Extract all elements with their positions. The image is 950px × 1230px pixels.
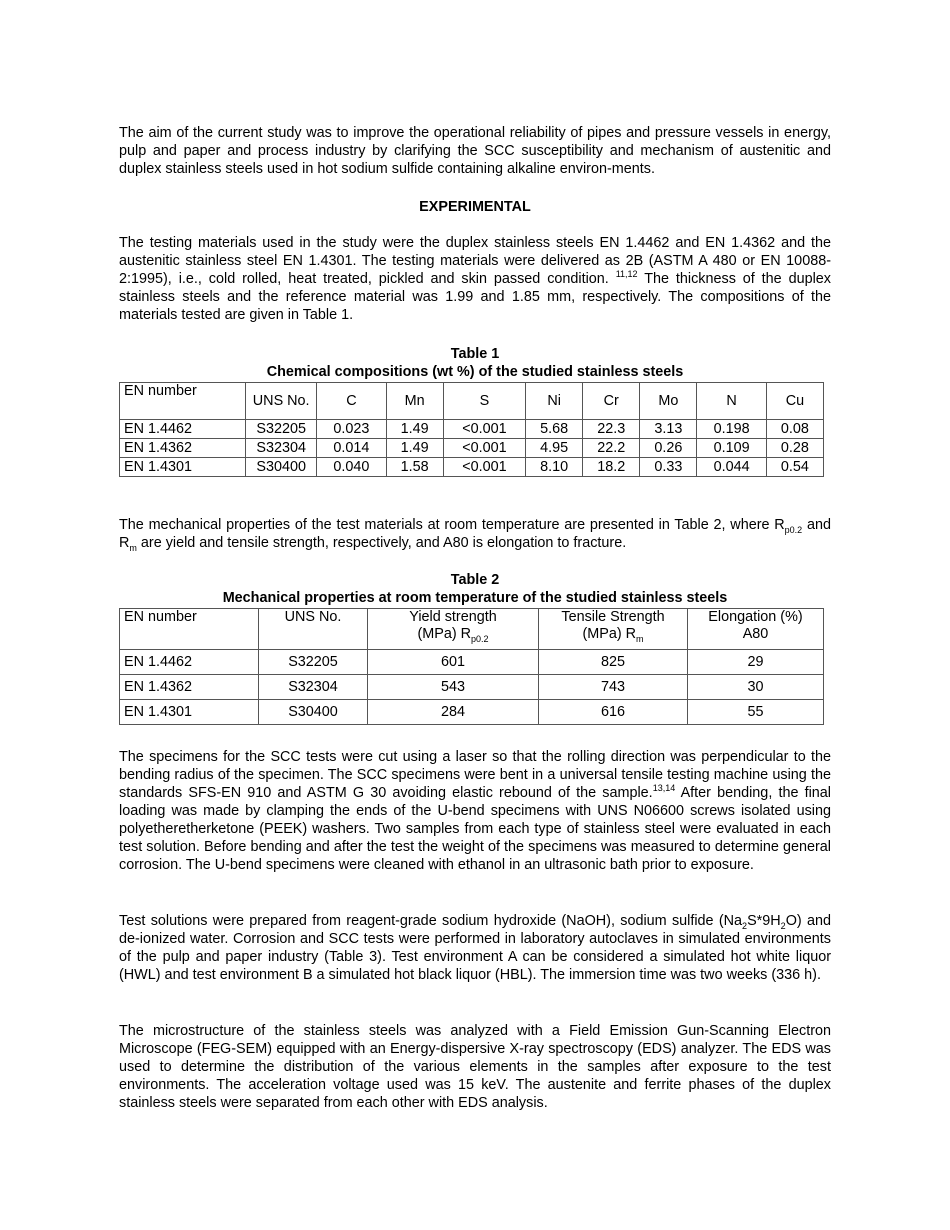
cell: 22.3 [583,420,640,439]
cell: 3.13 [640,420,697,439]
cell: 29 [688,650,824,675]
header-cell: Mo [640,383,697,420]
header-cell: EN number [120,609,259,650]
cell: 0.044 [697,458,766,477]
table-row [120,675,824,700]
cell: 0.28 [766,439,823,458]
table-row [120,650,824,675]
subscript: p0.2 [471,633,489,644]
section-heading: EXPERIMENTAL [419,199,531,215]
table1-caption: Chemical compositions (wt %) of the studied stainless steels [266,364,684,380]
header-cell [368,609,539,650]
cell: EN 1.4462 [120,650,259,675]
header-cell: C [317,383,386,420]
cell: 0.54 [766,458,823,477]
citation: 13,14 [652,783,676,794]
text: The thickness of the duplex stainless steels and the reference material was 1.99 and 1.85 mm, respectively. The compositions of the materials tested are given in Table 1. [119,271,831,323]
table-row [120,420,824,439]
table2-caption: Mechanical properties at room temperature of the studied stainless steels [222,590,728,606]
cell: 8.10 [526,458,583,477]
cell: 0.198 [697,420,766,439]
text: are yield and tensile strength, respectively, and A80 is elongation to fracture. [136,535,627,551]
cell: S32205 [246,420,317,439]
cell: S32304 [259,675,368,700]
table-header-row [120,383,824,420]
cell: S32205 [259,650,368,675]
cell: <0.001 [443,458,525,477]
header-cell: Cr [583,383,640,420]
text: The testing materials used in the study were the duplex stainless steels EN 1.4462 and EN 1.4362 and the austenitic stainless steel EN 1.4301. The testing materials were delivered as 2B (ASTM A 480 or EN 10088-2:1995), i.e., cold rolled, heat treated, pickled and skin passed condition. [119,235,831,287]
header-cell: N [697,383,766,420]
cell: 30 [688,675,824,700]
intro-paragraph: The aim of the current study was to improve the operational reliability of pipes and pressure vessels in energy, pulp and paper and process industry by clarifying the SCC susceptibility and mechanism of austenitic and duplex stainless steels used in hot sodium sulfide containing alkaline environ-ments. [119,125,831,177]
cell: <0.001 [443,439,525,458]
cell: 1.49 [386,420,443,439]
cell: S30400 [259,700,368,725]
cell: S32304 [246,439,317,458]
cell: 743 [539,675,688,700]
text: (MPa) R [582,626,637,642]
subscript: p0.2 [784,524,803,535]
header-cell: Ni [526,383,583,420]
cell: 0.08 [766,420,823,439]
cell: 4.95 [526,439,583,458]
cell: 55 [688,700,824,725]
chemical-composition-table [119,382,824,477]
text: Elongation (%) [708,609,803,625]
header-cell [688,609,824,650]
cell: 543 [368,675,539,700]
mechanical-properties-table [119,608,824,725]
cell: EN 1.4301 [120,458,246,477]
header-cell: S [443,383,525,420]
text: Yield strength [409,609,497,625]
header-cell: EN number [120,383,246,420]
header-cell: UNS No. [259,609,368,650]
cell: 1.58 [386,458,443,477]
text: O) and de-ionized water. Corrosion and SCC tests were performed in laboratory autoclaves in simulated environments of the pulp and paper industry (Table 3). Test environment A can be considered a simulated hot white liquor (HWL) and test environment B a simulated hot black liquor (HBL). The immersion time was two weeks (336 h). [119,913,831,983]
text: (MPa) R [417,626,472,642]
cell: EN 1.4362 [120,439,246,458]
cell: S30400 [246,458,317,477]
materials-paragraph [119,234,831,324]
cell: EN 1.4462 [120,420,246,439]
cell: EN 1.4301 [120,700,259,725]
text: The specimens for the SCC tests were cut using a laser so that the rolling direction was perpendicular to the bending radius of the specimen. The SCC specimens were bent in a universal tensile testing machine using the standards SFS-EN 910 and ASTM G 30 avoiding elastic rebound of the sample. [119,749,831,801]
subscript: m [129,542,137,553]
text: The mechanical properties of the test materials at room temperature are presented in Table 2, where R [119,517,785,533]
table-row [120,700,824,725]
table-row [120,439,824,458]
text: Tensile Strength [561,609,665,625]
text: Test solutions were prepared from reagent-grade sodium hydroxide (NaOH), sodium sulfide (Na [119,913,743,929]
cell: 0.33 [640,458,697,477]
cell: 0.014 [317,439,386,458]
table-header-row [120,609,824,650]
table2-label: Table 2 [450,572,500,588]
header-cell: UNS No. [246,383,317,420]
text: After bending, the final loading was made by clamping the ends of the U-bend specimens with UNS N06600 screws isolated using polyetheretherketone (PEEK) washers. Two samples from each type of stainless steel were evaluated in each test solution. Before bending and after the test the weight of the specimens was measured to determine general corrosion. The U-bend specimens were cleaned with ethanol in an ultrasonic bath prior to exposure. [119,785,832,873]
cell: 0.023 [317,420,386,439]
cell: 5.68 [526,420,583,439]
specimen-paragraph [119,748,831,874]
cell: 1.49 [386,439,443,458]
table1-label: Table 1 [450,346,500,362]
microstructure-paragraph: The microstructure of the stainless steels was analyzed with a Field Emission Gun-Scanning Electron Microscope (FEG-SEM) equipped with an Energy-dispersive X-ray spectroscopy (EDS) analyzer. The EDS was used to determine the distribution of the various elements in the samples after exposure to the test environments. The acceleration voltage used was 15 keV. The austenite and ferrite phases of the duplex stainless steels were separated from each other with EDS analysis. [119,1023,831,1111]
cell: 825 [539,650,688,675]
text: A80 [742,626,769,642]
solutions-paragraph [119,912,831,984]
cell: EN 1.4362 [120,675,259,700]
text: S*9H [747,913,781,929]
text: and R [119,517,831,551]
header-cell [539,609,688,650]
cell: 22.2 [583,439,640,458]
subscript: m [636,633,644,644]
subscript: 2 [780,920,786,931]
mechanical-paragraph [119,516,831,552]
cell: 18.2 [583,458,640,477]
citation: 11,12 [615,269,638,280]
cell: 0.040 [317,458,386,477]
cell: 616 [539,700,688,725]
header-cell: Cu [766,383,823,420]
cell: 601 [368,650,539,675]
header-cell: Mn [386,383,443,420]
subscript: 2 [742,920,748,931]
cell: 0.26 [640,439,697,458]
cell: 284 [368,700,539,725]
table-row [120,458,824,477]
cell: <0.001 [443,420,525,439]
cell: 0.109 [697,439,766,458]
